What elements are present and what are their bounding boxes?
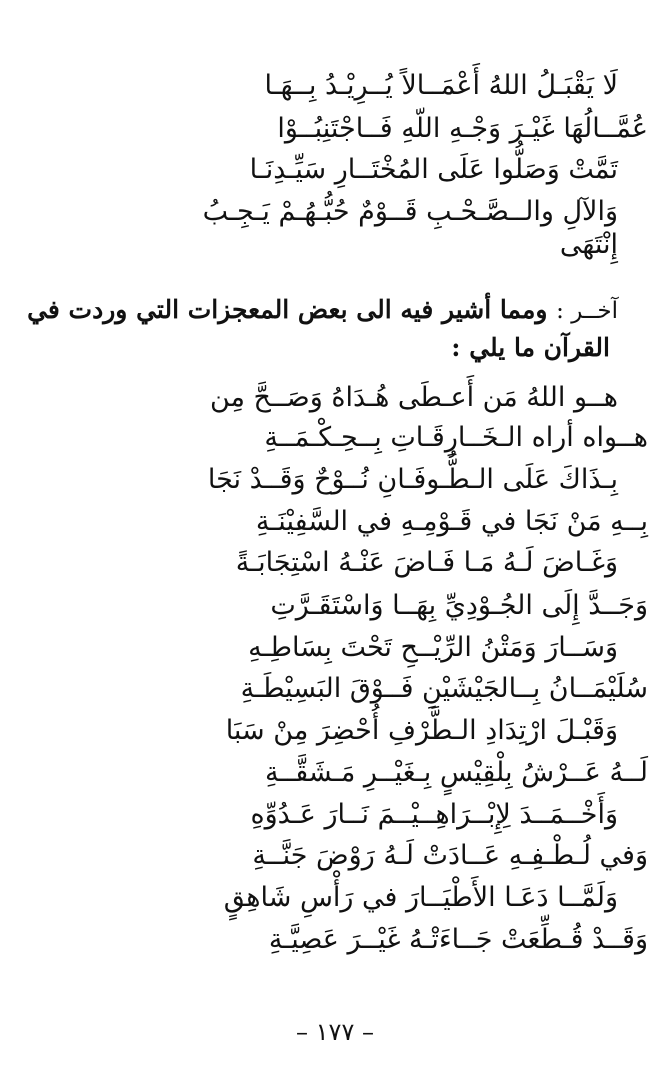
intro-text-1: ومما أشير فيه الى بعض المعجزات التي وردت في	[27, 295, 548, 324]
poem2-verse-10: لَــهُ عَــرْشُ بِلْقِيْسٍ بِـغَيْــرِ مَـشَقَّــةِ	[264, 757, 648, 788]
poem1-verse-2: عُمَّــالُهَا غَيْـرَ وَجْـهِ اللّهِ فَــاجْتَنِبُــوْا	[277, 113, 648, 144]
intro-label: آخــر :	[556, 298, 618, 324]
poem2-verse-12: وَفي لُـطْـفِـهِ عَــادَتْ لَـهُ رَوْضَ جَنَّــةِ	[252, 840, 648, 871]
poem2-verse-8: سُلَيْمَــانُ بِــالجَيْشَيْنِ فَــوْقَ البَسِيْطَـةِ	[240, 673, 648, 704]
poem2-verse-2: هــواه أراه الـخَــارِقَـاتِ بِــحِـكْـمَــةِ	[264, 422, 648, 453]
intro-line-1	[27, 292, 618, 329]
poem1-verse-3: تَمَّتْ وَصَلُّوا عَلَى المُخْتَــارِ سَيِّـدِنَـا	[249, 154, 618, 185]
poem1-verse-1: لَا يَقْبَـلُ اللهُ أَعْمَــالاً يُــرِيْـدُ بِــهَـا	[264, 70, 618, 101]
poem2-verse-7: وَسَــارَ وَمَتْنُ الرِّيْــحِ تَحْتَ بِسَاطِـهِ	[248, 632, 618, 663]
poem1-closing: إِنْتَهَى	[559, 229, 618, 260]
poem2-verse-6: وَجَــدَّ إِلَى الجُـوْدِيِّ بِهَــا وَاسْتَقَـرَّتِ	[270, 590, 648, 621]
poem2-verse-9: وَقَبْـلَ ارْتِدَادِ الـطَّرْفِ أُحْضِرَ مِنْ سَبَا	[225, 715, 618, 746]
poem2-verse-4: بِــهِ مَنْ نَجَا في قَـوْمِـهِ في السَّفِيْنَـةِ	[255, 506, 648, 537]
poem2-verse-1: هــو اللهُ مَن أَعـطَى هُـدَاهُ وَصَــحَّ مِن	[209, 382, 618, 413]
poem2-verse-3: بِـذَاكَ عَلَى الـطُّـوفَـانِ نُــوْحٌ وَقَــدْ نَجَا	[207, 464, 618, 495]
poem2-verse-11: وَأَخْــمَــدَ لِإِبْــرَاهِــيْــمَ نَــارَ عَـدُوِّهِ	[250, 799, 618, 830]
poem2-verse-13: وَلَمَّــا دَعَـا الأَطْيَــارَ في رَأْسِ شَاهِقٍ	[223, 882, 618, 913]
page-number: – ١٧٧ –	[296, 1018, 374, 1046]
poem1-verse-4: وَالآلِ والــصَّـحْـبِ قَــوْمٌ حُبُّـهُـمْ يَـجِـبُ	[202, 196, 618, 227]
intro-line-2: القرآن ما يلي :	[451, 333, 610, 362]
poem2-verse-5: وَغَـاضَ لَـهُ مَـا فَـاضَ عَنْـهُ اسْتِجَابَـةً	[235, 547, 618, 578]
poem2-verse-14: وَقَــدْ قُـطِّعَتْ جَــاءَتْـهُ غَيْــرَ عَصِيَّـةِ	[268, 924, 648, 955]
